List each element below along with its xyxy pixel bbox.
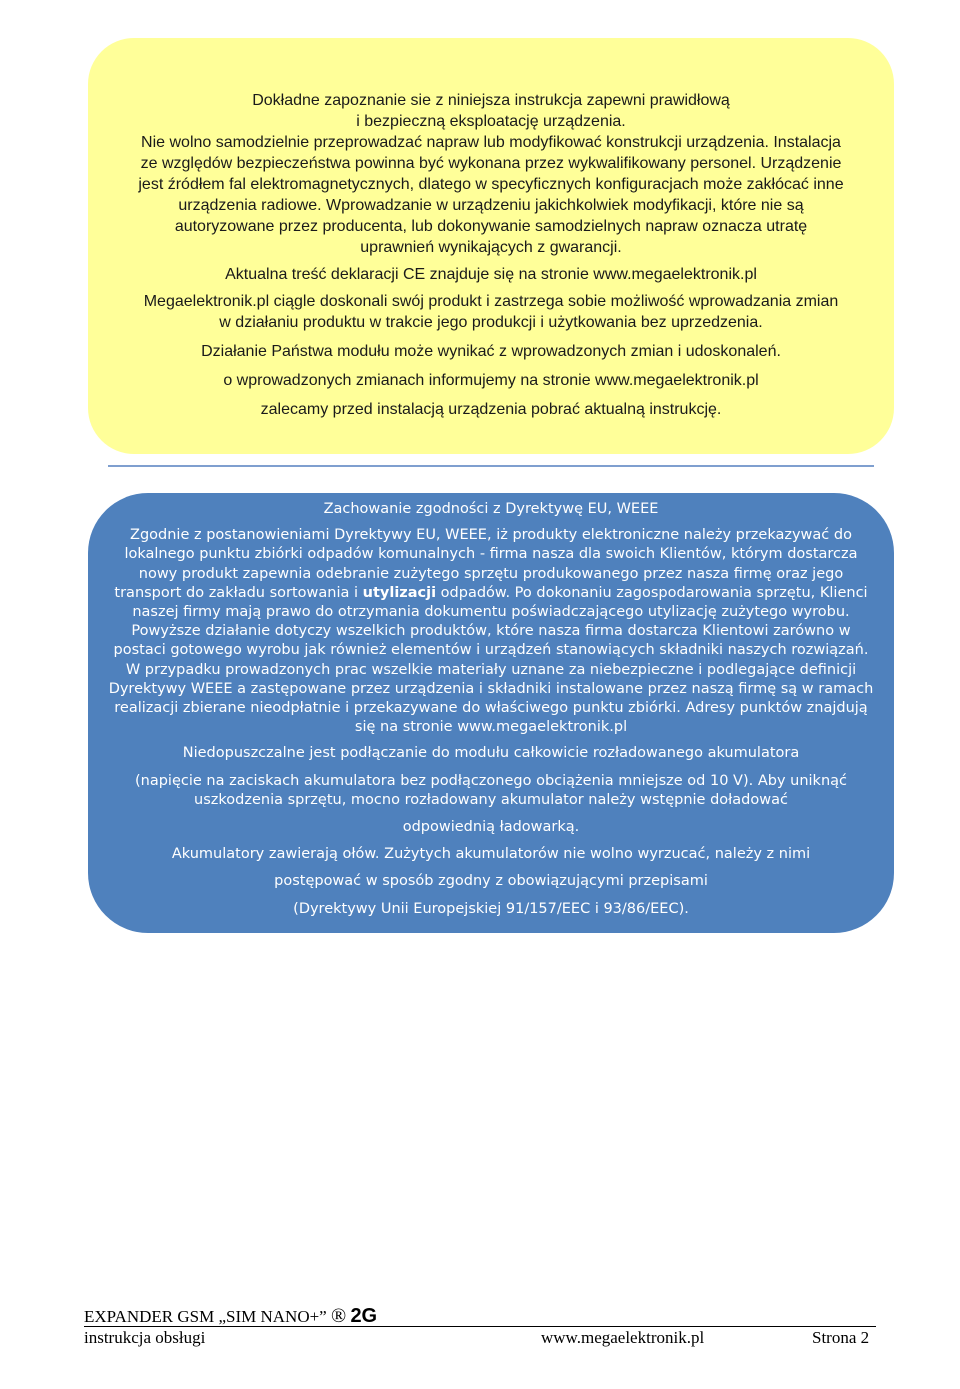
lead-line: (Dyrektywy Unii Europejskiej 91/157/EEC i 93/86/EEC). [293,900,689,917]
weee-line: Powyższe działanie dotyczy wszelkich produktów, które nasza firma dostarcza Klientowi zarówno w [131,623,851,640]
lead-line: postępować w sposób zgodny z obowiązującymi przepisami [274,873,708,890]
footer-version: 2G [350,1305,378,1327]
weee-line: realizacji zbierane nieodpłatnie i przekazywane do właściwego punktu zbiórki. Adresy punktów znajdują [114,700,868,717]
footer-page-number: Strona 2 [812,1328,870,1347]
footer-product-name: EXPANDER GSM „SIM NANO+” [84,1307,331,1326]
weee-line: nowy produkt zapewnia odebranie zużytego sprzętu produkowanego przez nasza firmę oraz jego [138,565,844,582]
weee-emphasis: utylizacji [362,584,437,601]
weee-title: Zachowanie zgodności z Dyrektywę EU, WEEE [323,501,659,517]
section-divider [108,465,874,467]
notice-line: uprawnień wynikających z gwarancji. [360,239,622,256]
notice-line: Działanie Państwa modułu może wynikać z wprowadzonych zmian i udoskonaleń. [201,343,781,360]
weee-text: odpadów. Po dokonaniu zagospodarowania sprzętu, Klienci [436,584,868,601]
notice-line: zalecamy przed instalacją urządzenia pobrać aktualną instrukcję. [260,401,722,418]
weee-line: postaci gotowego wyrobu jak również elementów i urządzeń stanowiących składniki naszych rozwiązań. [113,642,869,659]
notice-box [88,38,894,454]
notice-line: i bezpieczną eksploatację urządzenia. [356,113,626,130]
weee-line: Zgodnie z postanowieniami Dyrektywy EU, WEEE, iż produkty elektroniczne należy przekazywać do [130,527,852,544]
lead-line: Akumulatory zawierają ołów. Zużytych akumulatorów nie wolno wyrzucać, należy z nimi [171,846,811,863]
footer-website[interactable]: www.megaelektronik.pl [541,1328,705,1347]
notice-line: Nie wolno samodzielnie przeprowadzać napraw lub modyfikować konstrukcji urządzenia. Instalacja [141,134,841,151]
notice-line: Aktualna treść deklaracji CE znajduje się na stronie www.megaelektronik.pl [225,266,757,283]
weee-text: transport do zakładu sortowania i [114,584,363,601]
footer-product [84,1305,377,1328]
notice-line: Dokładne zapoznanie sie z niniejsza instrukcja zapewni prawidłową [252,92,730,109]
registered-mark: ® [330,1305,347,1327]
weee-line: się na stronie www.megaelektronik.pl [354,719,628,736]
notice-line: o wprowadzonych zmianach informujemy na stronie www.megaelektronik.pl [223,372,759,389]
footer-divider [84,1326,876,1327]
battery-line: (napięcie na zaciskach akumulatora bez podłączonego obciążenia mniejsze od 10 V). Aby uniknąć [134,772,847,789]
weee-line: W przypadku prowadzonych prac wszelkie materiały uznane za niebezpieczne i podlegające definicji [125,661,857,678]
notice-line: ze względów bezpieczeństwa powinna być wykonana przez wykwalifikowany personel. Urządzenie [140,155,842,172]
battery-line: uszkodzenia sprzętu, mocno rozładowany akumulator należy wstępnie doładować [194,791,788,808]
notice-line: autoryzowane przez producenta, lub dokonywanie samodzielnych napraw oznacza utratę [174,218,808,235]
notice-line: Megaelektronik.pl ciągle doskonali swój produkt i zastrzega sobie możliwość wprowadzania zmian [143,293,839,310]
notice-line: urządzenia radiowe. Wprowadzanie w urządzeniu jakichkolwiek modyfikacji, które nie są [178,197,804,214]
weee-line: Dyrektywy WEEE a zastępowane przez urządzenia i składniki instalowane przez naszą firmę są w ramach [108,680,874,697]
battery-line: odpowiednią ładowarką. [402,819,580,836]
weee-line: lokalnego punktu zbiórki odpadów komunalnych - firma nasza dla swoich Klientów, którym dostarcza [124,546,858,563]
weee-line [88,584,894,603]
weee-line: naszej firmy mają prawo do otrzymania dokumentu poświadczającego utylizację zużytego wyrobu. [132,604,850,621]
footer-manual: instrukcja obsługi [84,1328,206,1347]
battery-line: Niedopuszczalne jest podłączanie do modułu całkowicie rozładowanego akumulatora [182,745,800,762]
notice-line: w działaniu produktu w trakcie jego produkcji i użytkowania bez uprzedzenia. [219,314,763,331]
weee-box [88,493,894,933]
notice-line: jest źródłem fal elektromagnetycznych, dlatego w specyficznych konfiguracjach może zakłócać inne [138,176,844,193]
